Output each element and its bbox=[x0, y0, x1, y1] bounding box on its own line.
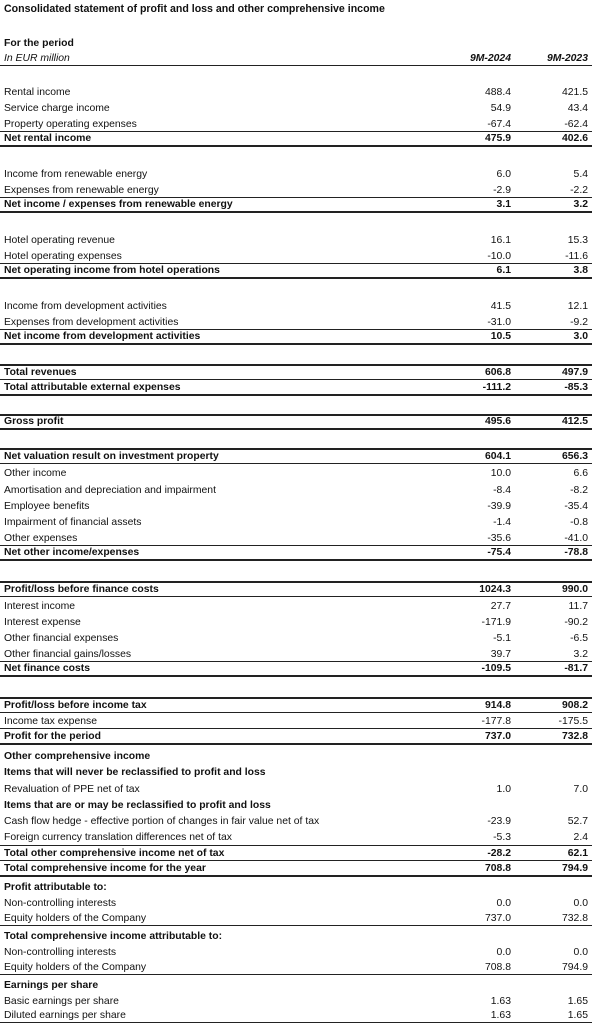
row-value-2024: -5.1 bbox=[493, 633, 511, 645]
row-label: Hotel operating revenue bbox=[4, 235, 115, 247]
row-label: Profit for the period bbox=[4, 731, 101, 743]
row-label: Other financial expenses bbox=[4, 633, 119, 645]
row-value-2024: 488.4 bbox=[484, 87, 511, 99]
row-value-2024: -39.9 bbox=[487, 501, 511, 513]
row-label: Impairment of financial assets bbox=[4, 517, 142, 529]
row-value-2024: -67.4 bbox=[487, 119, 511, 131]
row-value-2024: 39.7 bbox=[490, 649, 511, 661]
table-row bbox=[0, 629, 592, 645]
row-value-2023: 5.4 bbox=[573, 169, 588, 181]
row-value-2024: 737.0 bbox=[484, 731, 511, 743]
table-row bbox=[0, 812, 592, 828]
row-label: Total revenues bbox=[4, 367, 77, 379]
row-value-2023: 3.2 bbox=[573, 199, 588, 211]
row-value-2023: 62.1 bbox=[567, 848, 588, 860]
row-label: Gross profit bbox=[4, 416, 64, 428]
row-label: Income tax expense bbox=[4, 716, 97, 728]
table-row bbox=[0, 297, 592, 313]
row-label: Service charge income bbox=[4, 103, 110, 115]
row-value-2023: 0.0 bbox=[573, 947, 588, 959]
row-value-2024: -75.4 bbox=[487, 547, 511, 559]
table-row bbox=[0, 497, 592, 513]
row-label: Non-controlling interests bbox=[4, 947, 117, 959]
row-value-2024: 0.0 bbox=[496, 898, 511, 910]
total-row bbox=[0, 845, 592, 861]
row-value-2024: -109.5 bbox=[481, 663, 511, 675]
table-row bbox=[0, 894, 592, 910]
row-value-2023: 794.9 bbox=[561, 863, 588, 875]
row-label: Basic earnings per share bbox=[4, 996, 119, 1008]
row-value-2023: 732.8 bbox=[561, 731, 588, 743]
row-value-2023: -0.8 bbox=[570, 517, 588, 529]
row-label: Net income from development activities bbox=[4, 331, 201, 343]
row-label: Hotel operating expenses bbox=[4, 251, 122, 263]
row-label: Equity holders of the Company bbox=[4, 913, 147, 925]
row-value-2024: 10.0 bbox=[490, 468, 511, 480]
row-value-2023: -175.5 bbox=[558, 716, 588, 728]
row-label: Cash flow hedge - effective portion of changes in fair value net of tax bbox=[4, 816, 320, 828]
table-row bbox=[0, 713, 592, 729]
section-header bbox=[0, 927, 592, 943]
total-row bbox=[0, 448, 592, 464]
row-value-2024: -5.3 bbox=[493, 832, 511, 844]
row-label: Amortisation and depreciation and impairment bbox=[4, 485, 216, 497]
row-label: Earnings per share bbox=[4, 980, 99, 992]
row-value-2024: 708.8 bbox=[484, 863, 511, 875]
total-row bbox=[0, 581, 592, 597]
row-label: Net finance costs bbox=[4, 663, 91, 675]
row-value-2024: -23.9 bbox=[487, 816, 511, 828]
section-header bbox=[0, 763, 592, 779]
row-label: Items that will never be reclassified to profit and loss bbox=[4, 767, 266, 779]
row-label: Revaluation of PPE net of tax bbox=[4, 784, 140, 796]
row-value-2023: -2.2 bbox=[570, 185, 588, 197]
row-value-2024: 737.0 bbox=[484, 913, 511, 925]
row-value-2023: 1.65 bbox=[567, 996, 588, 1008]
row-label: Income from renewable energy bbox=[4, 169, 148, 181]
row-label: Net other income/expenses bbox=[4, 547, 140, 559]
row-label: Other financial gains/losses bbox=[4, 649, 132, 661]
row-label: Net income / expenses from renewable energy bbox=[4, 199, 233, 211]
total-row bbox=[0, 729, 592, 745]
row-value-2024: 0.0 bbox=[496, 947, 511, 959]
column-header-2024: 9M-2024 bbox=[469, 53, 511, 65]
row-value-2024: 1.63 bbox=[490, 1010, 511, 1022]
row-value-2023: 11.7 bbox=[568, 601, 588, 613]
row-label: Other comprehensive income bbox=[4, 751, 151, 763]
row-value-2023: -90.2 bbox=[564, 617, 588, 629]
row-value-2023: 52.7 bbox=[567, 816, 588, 828]
row-label: Total comprehensive income for the year bbox=[4, 863, 206, 875]
row-value-2023: 412.5 bbox=[561, 416, 588, 428]
row-label: Total comprehensive income attributable to: bbox=[4, 931, 223, 943]
row-value-2023: 794.9 bbox=[561, 962, 588, 974]
row-label: Diluted earnings per share bbox=[4, 1010, 126, 1022]
row-label: Foreign currency translation differences net of tax bbox=[4, 832, 232, 844]
row-label: Expenses from development activities bbox=[4, 317, 179, 329]
unit-label: In EUR million bbox=[4, 53, 70, 65]
row-value-2023: 3.0 bbox=[573, 331, 588, 343]
row-value-2023: 990.0 bbox=[561, 584, 588, 596]
table-row bbox=[0, 481, 592, 497]
table-row bbox=[0, 83, 592, 99]
table-row bbox=[0, 597, 592, 613]
row-value-2024: 495.6 bbox=[484, 416, 511, 428]
table-row bbox=[0, 513, 592, 529]
row-value-2024: 10.5 bbox=[490, 331, 511, 343]
total-row bbox=[0, 380, 592, 396]
row-value-2024: 6.1 bbox=[496, 265, 511, 277]
table-row bbox=[0, 165, 592, 181]
row-value-2023: -81.7 bbox=[564, 663, 588, 675]
row-value-2023: 0.0 bbox=[573, 898, 588, 910]
row-value-2023: -35.4 bbox=[564, 501, 588, 513]
row-label: Income from development activities bbox=[4, 301, 167, 313]
row-value-2024: 16.1 bbox=[490, 235, 511, 247]
subtotal-row bbox=[0, 661, 592, 677]
row-value-2023: 656.3 bbox=[561, 451, 588, 463]
row-label: Net valuation result on investment property bbox=[4, 451, 219, 463]
row-value-2024: -8.4 bbox=[493, 485, 511, 497]
total-row bbox=[0, 697, 592, 713]
row-value-2024: -10.0 bbox=[487, 251, 511, 263]
row-value-2023: 908.2 bbox=[561, 700, 588, 712]
row-label: Net operating income from hotel operations bbox=[4, 265, 220, 277]
section-header bbox=[0, 796, 592, 812]
row-label: Items that are or may be reclassified to profit and loss bbox=[4, 800, 271, 812]
row-value-2024: 27.7 bbox=[490, 601, 511, 613]
row-value-2024: 914.8 bbox=[484, 700, 511, 712]
row-value-2024: 1.63 bbox=[490, 996, 511, 1008]
subtotal-row bbox=[0, 263, 592, 279]
row-value-2024: -111.2 bbox=[482, 382, 511, 394]
row-value-2023: 497.9 bbox=[561, 367, 588, 379]
row-value-2023: -6.5 bbox=[570, 633, 588, 645]
table-row bbox=[0, 313, 592, 329]
row-value-2024: 475.9 bbox=[484, 133, 511, 145]
row-label: Non-controlling interests bbox=[4, 898, 117, 910]
row-value-2024: 3.1 bbox=[496, 199, 511, 211]
row-value-2023: -85.3 bbox=[564, 382, 588, 394]
row-value-2024: 1024.3 bbox=[479, 584, 511, 596]
row-value-2023: 7.0 bbox=[573, 784, 588, 796]
row-value-2023: 43.4 bbox=[567, 103, 588, 115]
table-row bbox=[0, 181, 592, 197]
subtotal-row bbox=[0, 545, 592, 561]
row-value-2024: 606.8 bbox=[484, 367, 511, 379]
row-label: Rental income bbox=[4, 87, 71, 99]
row-label: Total other comprehensive income net of tax bbox=[4, 848, 225, 860]
table-row bbox=[0, 464, 592, 480]
table-row bbox=[0, 231, 592, 247]
row-value-2023: 732.8 bbox=[561, 913, 588, 925]
column-header-2023: 9M-2023 bbox=[546, 53, 588, 65]
table-row bbox=[0, 99, 592, 115]
table-row bbox=[0, 828, 592, 844]
row-label: Other income bbox=[4, 468, 67, 480]
row-value-2023: 12.1 bbox=[567, 301, 588, 313]
table-row bbox=[0, 1007, 592, 1023]
table-row bbox=[0, 943, 592, 959]
period-label: For the period bbox=[4, 38, 74, 50]
row-value-2024: 6.0 bbox=[496, 169, 511, 181]
table-row bbox=[0, 529, 592, 545]
row-value-2023: -9.2 bbox=[570, 317, 588, 329]
section-header bbox=[0, 976, 592, 992]
row-value-2023: 3.2 bbox=[573, 649, 588, 661]
table-row bbox=[0, 645, 592, 661]
row-value-2024: 41.5 bbox=[490, 301, 511, 313]
row-value-2023: -78.8 bbox=[564, 547, 588, 559]
subtotal-row bbox=[0, 197, 592, 213]
table-row bbox=[0, 613, 592, 629]
subtotal-row bbox=[0, 131, 592, 147]
row-value-2024: -31.0 bbox=[487, 317, 511, 329]
row-value-2023: -62.4 bbox=[564, 119, 588, 131]
row-value-2023: 3.8 bbox=[573, 265, 588, 277]
row-label: Employee benefits bbox=[4, 501, 90, 513]
row-label: Net rental income bbox=[4, 133, 92, 145]
row-label: Equity holders of the Company bbox=[4, 962, 147, 974]
total-row bbox=[0, 414, 592, 430]
period-row bbox=[0, 34, 592, 50]
row-value-2023: -41.0 bbox=[564, 533, 588, 545]
row-label: Property operating expenses bbox=[4, 119, 137, 131]
row-label: Profit/loss before finance costs bbox=[4, 584, 159, 596]
row-value-2024: -171.9 bbox=[481, 617, 511, 629]
row-label: Interest expense bbox=[4, 617, 81, 629]
row-value-2023: 402.6 bbox=[561, 133, 588, 145]
row-value-2024: 604.1 bbox=[484, 451, 511, 463]
row-value-2023: 1.65 bbox=[567, 1010, 588, 1022]
section-header bbox=[0, 878, 592, 894]
row-label: Profit attributable to: bbox=[4, 882, 107, 894]
row-value-2024: -177.8 bbox=[481, 716, 511, 728]
statement-title: Consolidated statement of profit and loss and other comprehensive income bbox=[4, 3, 385, 15]
table-row bbox=[0, 910, 592, 926]
row-value-2024: 54.9 bbox=[490, 103, 511, 115]
row-value-2023: 2.4 bbox=[573, 832, 588, 844]
subtotal-row bbox=[0, 329, 592, 345]
row-label: Interest income bbox=[4, 601, 76, 613]
row-value-2023: 6.6 bbox=[573, 468, 588, 480]
row-value-2024: -28.2 bbox=[487, 848, 511, 860]
column-header-row bbox=[0, 50, 592, 66]
table-row bbox=[0, 115, 592, 131]
row-value-2024: -2.9 bbox=[493, 185, 511, 197]
row-label: Profit/loss before income tax bbox=[4, 700, 147, 712]
total-row bbox=[0, 861, 592, 877]
table-row bbox=[0, 247, 592, 263]
total-row bbox=[0, 364, 592, 380]
row-value-2024: -1.4 bbox=[493, 517, 511, 529]
row-value-2023: 15.3 bbox=[567, 235, 588, 247]
row-value-2023: -8.2 bbox=[570, 485, 588, 497]
row-value-2023: -11.6 bbox=[565, 251, 588, 263]
row-label: Other expenses bbox=[4, 533, 78, 545]
table-row bbox=[0, 780, 592, 796]
row-label: Total attributable external expenses bbox=[4, 382, 181, 394]
row-value-2024: 1.0 bbox=[496, 784, 511, 796]
row-value-2024: -35.6 bbox=[487, 533, 511, 545]
section-header bbox=[0, 747, 592, 763]
table-row bbox=[0, 992, 592, 1008]
row-value-2024: 708.8 bbox=[484, 962, 511, 974]
table-row bbox=[0, 959, 592, 975]
row-value-2023: 421.5 bbox=[561, 87, 588, 99]
row-label: Expenses from renewable energy bbox=[4, 185, 159, 197]
